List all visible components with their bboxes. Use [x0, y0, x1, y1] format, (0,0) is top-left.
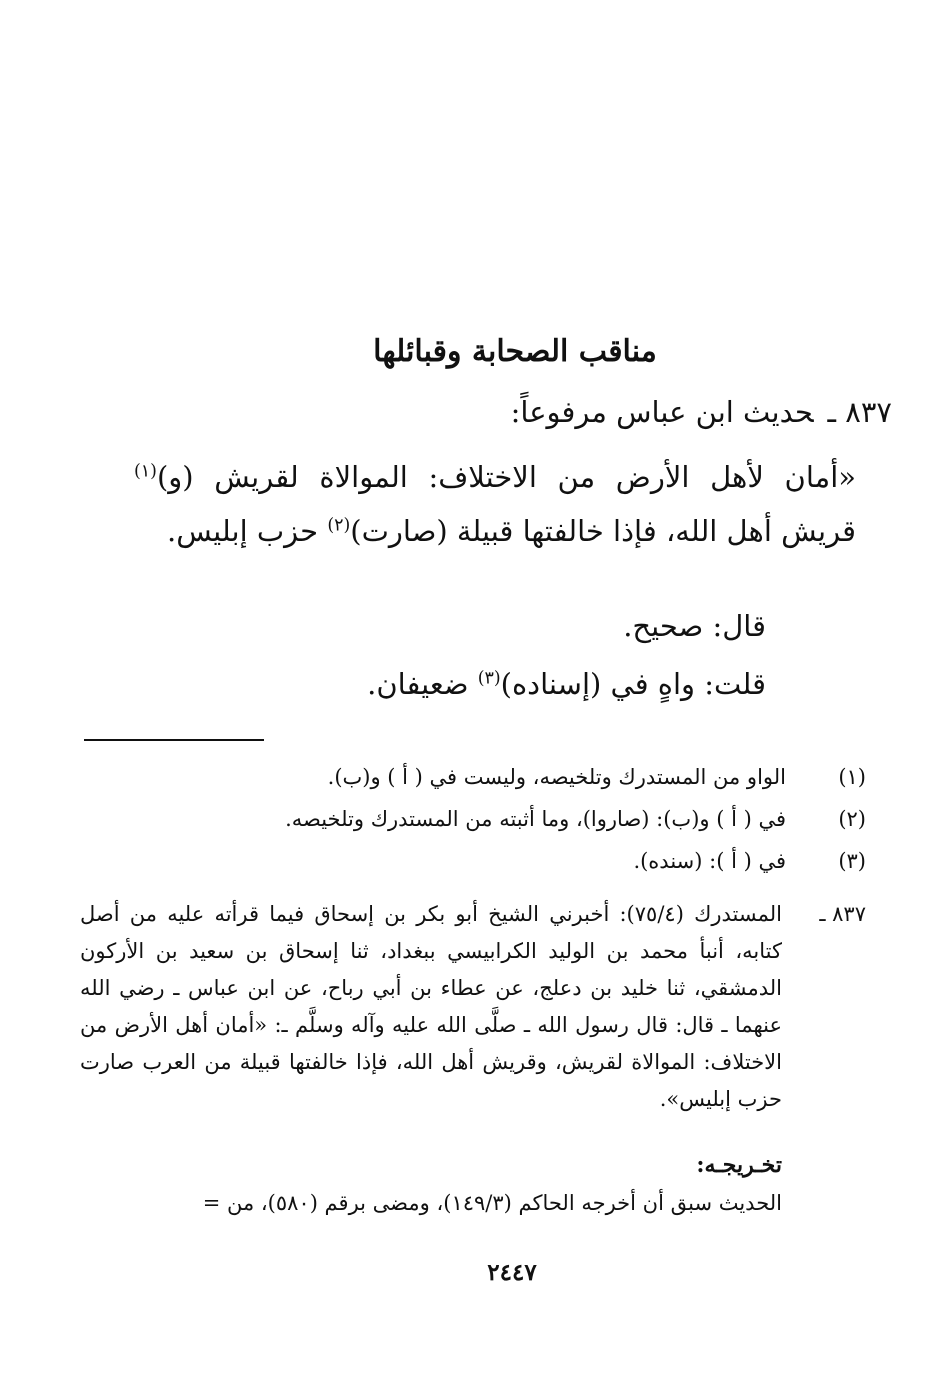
takhrij-text: الحديث سبق أن أخرجه الحاكم (١٤٩/٣)، ومضى برقم (٥٨٠)، من =	[202, 1191, 782, 1215]
footnote-separator	[84, 739, 264, 741]
footnote-ref-2: (٢)	[327, 515, 351, 536]
takhrij-heading: تخـريجـه:	[696, 1152, 782, 1178]
footnote-number: (٢)	[838, 807, 866, 831]
page-number: ٢٤٤٧	[487, 1259, 537, 1286]
source-number: ٨٣٧ ـ	[819, 902, 866, 926]
footnote-ref-3: (٣)	[477, 668, 501, 689]
footnote-text: في ( أ ) و(ب): (صاروا)، وما أثبته من المستدرك وتلخيصه.	[285, 807, 786, 831]
footnote-item	[166, 840, 866, 882]
hadith-text-part-3: حزب إبليس.	[166, 514, 328, 548]
comment-line	[126, 664, 766, 704]
source-text: المستدرك (٧٥/٤): أخبرني الشيخ أبو بكر بن إسحاق فيما قرأته عليه من أصل كتابه، أنبأ محمد بن الوليد الكرابيسي ببغداد، ثنا إسحاق بن سعيد بن الأركون الدمشقي، ثنا خليد بن دعلج، عن عطاء بن أبي رباح، عن ابن عباس ـ رضي الله عنهما ـ قال: قال رسول الله ـ صلَّى الله عليه وآله وسلَّم ـ: «أمان أهل الأرض من الاختلاف: الموالاة لقريش، وقريش أهل الله، فإذا خالفتها قبيلة من العرب صارت حزب إبليس».	[80, 902, 782, 1111]
hadith-heading-text: حديث ابن عباس مرفوعاً:	[510, 395, 814, 429]
footnotes-list	[166, 756, 866, 882]
ruling-text: صحيح.	[623, 609, 704, 643]
hadith-text-part-1: «أمان لأهل الأرض من الاختلاف: الموالاة لقريش (و)	[156, 460, 856, 494]
footnote-text: الواو من المستدرك وتلخيصه، وليست في ( أ ) و(ب).	[327, 765, 786, 789]
hadith-number: ٨٣٧ ـ	[827, 395, 892, 429]
source-section	[80, 896, 866, 1118]
footnote-number: (٣)	[838, 849, 866, 873]
hadith-text-part-2: قريش أهل الله، فإذا خالفتها قبيلة (صارت)	[350, 514, 856, 548]
hadith-heading	[172, 392, 892, 432]
footnote-ref-1: (١)	[134, 461, 157, 482]
comment-label: قلت:	[704, 667, 766, 701]
comment-text-part-2: ضعيفان.	[367, 667, 478, 701]
footnote-item	[166, 798, 866, 840]
ruling-line	[126, 606, 766, 646]
hadith-text	[134, 450, 856, 558]
comment-text-part-1: واهٍ في (إسناده)	[500, 667, 696, 701]
ruling-label: قال:	[712, 609, 766, 643]
footnote-number: (١)	[838, 765, 866, 789]
footnote-item	[166, 756, 866, 798]
footnote-text: في ( أ ): (سنده).	[633, 849, 786, 873]
chapter-title: مناقب الصحابة وقبائلها	[373, 334, 657, 369]
